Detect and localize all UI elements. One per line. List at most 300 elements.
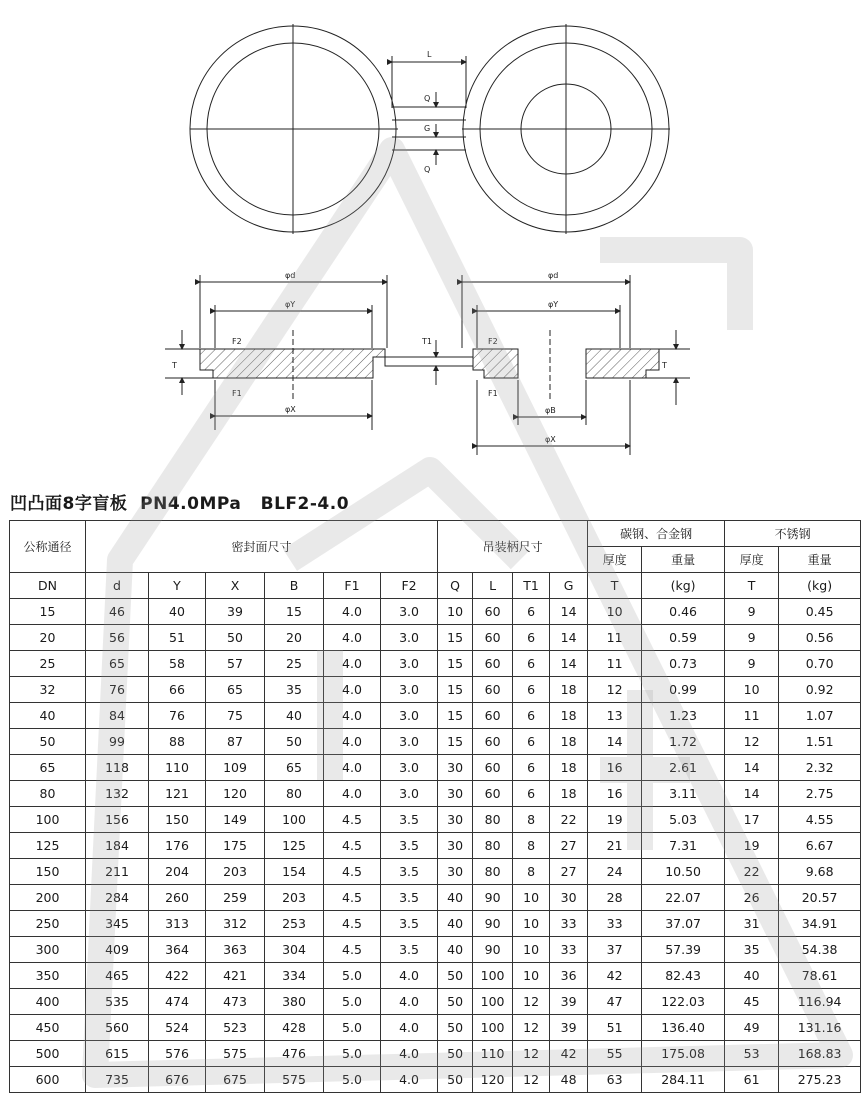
table-cell-g: 39 [550,989,588,1015]
table-cell-dn: 450 [10,1015,86,1041]
header-carbon-alloy-steel: 碳钢、合金钢 [588,521,725,547]
table-cell-kg-carbon: 37.07 [642,911,725,937]
table-cell-l: 60 [473,625,513,651]
table-cell-d: 76 [86,677,149,703]
table-cell-g: 39 [550,1015,588,1041]
table-cell-t-stainless: 11 [725,703,779,729]
table-cell-kg-stainless: 34.91 [779,911,861,937]
table-cell-l: 90 [473,911,513,937]
table-cell-f2: 3.0 [381,781,438,807]
table-cell-g: 18 [550,703,588,729]
dim-label-F1-right: F1 [488,389,498,398]
dim-label-Q-bottom: Q [424,165,431,174]
table-cell-x: 149 [206,807,265,833]
table-cell-dn: 150 [10,859,86,885]
table-cell-l: 60 [473,781,513,807]
table-cell-t-carbon: 16 [588,781,642,807]
table-cell-f2: 3.0 [381,651,438,677]
table-cell-f2: 3.5 [381,859,438,885]
table-cell-kg-stainless: 2.32 [779,755,861,781]
table-cell-t1: 10 [513,911,550,937]
table-cell-t-stainless: 12 [725,729,779,755]
dim-label-phi-B: φB [545,406,556,415]
dim-label-F2-left: F2 [232,337,242,346]
table-cell-kg-carbon: 7.31 [642,833,725,859]
web-section [385,340,473,385]
table-cell-t-stainless: 40 [725,963,779,989]
table-cell-x: 75 [206,703,265,729]
table-cell-f2: 4.0 [381,963,438,989]
table-cell-d: 65 [86,651,149,677]
dim-label-phi-d-right: φd [548,271,559,280]
header-weight-carbon: 重量 [642,547,725,573]
subheader-t-carbon: T [588,573,642,599]
table-cell-t1: 6 [513,677,550,703]
document-title: 凹凸面8字盲板 PN4.0MPa BLF2-4.0 [10,494,350,514]
table-cell-kg-stainless: 116.94 [779,989,861,1015]
table-cell-f1: 4.0 [324,781,381,807]
table-cell-g: 14 [550,651,588,677]
table-cell-q: 30 [438,755,473,781]
table-cell-f2: 3.5 [381,807,438,833]
table-cell-t-carbon: 33 [588,911,642,937]
table-cell-g: 36 [550,963,588,989]
table-cell-g: 14 [550,599,588,625]
table-cell-g: 18 [550,677,588,703]
table-cell-q: 30 [438,781,473,807]
table-row [10,937,861,963]
table-cell-l: 90 [473,885,513,911]
table-cell-t-stainless: 17 [725,807,779,833]
ring-section-view [462,275,690,455]
table-cell-kg-carbon: 57.39 [642,937,725,963]
table-cell-g: 18 [550,729,588,755]
table-cell-x: 120 [206,781,265,807]
table-row [10,599,861,625]
table-cell-l: 80 [473,833,513,859]
table-cell-b: 40 [265,703,324,729]
table-cell-y: 204 [149,859,206,885]
table-cell-dn: 40 [10,703,86,729]
dim-label-T-left: T [172,361,177,370]
blind-disc-plan-view [190,24,398,234]
table-cell-f2: 3.0 [381,599,438,625]
table-cell-kg-stainless: 0.92 [779,677,861,703]
table-cell-kg-stainless: 1.07 [779,703,861,729]
subheader-t-stainless: T [725,573,779,599]
table-cell-l: 100 [473,1015,513,1041]
table-cell-f1: 4.0 [324,755,381,781]
table-cell-dn: 200 [10,885,86,911]
table-cell-t-carbon: 12 [588,677,642,703]
table-cell-dn: 350 [10,963,86,989]
table-cell-b: 25 [265,651,324,677]
table-cell-kg-stainless: 4.55 [779,807,861,833]
table-cell-d: 156 [86,807,149,833]
table-cell-y: 176 [149,833,206,859]
table-cell-y: 150 [149,807,206,833]
table-cell-x: 523 [206,1015,265,1041]
figure-8-blind-drawing [0,0,865,480]
table-cell-f2: 3.0 [381,625,438,651]
table-cell-q: 10 [438,599,473,625]
table-cell-dn: 500 [10,1041,86,1067]
table-cell-g: 18 [550,781,588,807]
table-cell-q: 15 [438,729,473,755]
table-cell-l: 60 [473,677,513,703]
subheader-kg-stainless: (kg) [779,573,861,599]
table-cell-kg-carbon: 82.43 [642,963,725,989]
dim-label-L: L [427,50,432,59]
table-cell-kg-carbon: 0.99 [642,677,725,703]
subheader-f1: F1 [324,573,381,599]
table-row [10,807,861,833]
subheader-b: B [265,573,324,599]
table-row [10,651,861,677]
table-cell-t-carbon: 28 [588,885,642,911]
table-cell-x: 87 [206,729,265,755]
table-cell-x: 39 [206,599,265,625]
table-cell-d: 284 [86,885,149,911]
table-cell-l: 60 [473,703,513,729]
table-cell-d: 184 [86,833,149,859]
table-cell-q: 15 [438,677,473,703]
table-cell-t-carbon: 11 [588,651,642,677]
table-cell-f1: 4.0 [324,729,381,755]
table-cell-t-stainless: 22 [725,859,779,885]
table-cell-dn: 250 [10,911,86,937]
table-cell-d: 118 [86,755,149,781]
table-cell-q: 50 [438,963,473,989]
table-cell-t1: 8 [513,833,550,859]
table-cell-f2: 3.5 [381,833,438,859]
table-cell-kg-carbon: 1.72 [642,729,725,755]
table-cell-t-stainless: 9 [725,651,779,677]
table-cell-t1: 12 [513,1067,550,1093]
table-cell-g: 33 [550,937,588,963]
table-cell-f2: 3.0 [381,677,438,703]
table-cell-t1: 6 [513,729,550,755]
table-cell-q: 30 [438,859,473,885]
table-cell-l: 100 [473,963,513,989]
table-cell-kg-carbon: 1.23 [642,703,725,729]
table-cell-dn: 600 [10,1067,86,1093]
table-cell-b: 125 [265,833,324,859]
table-cell-f1: 4.5 [324,911,381,937]
table-cell-dn: 65 [10,755,86,781]
table-cell-f2: 3.0 [381,755,438,781]
table-cell-q: 40 [438,885,473,911]
subheader-y: Y [149,573,206,599]
table-cell-dn: 100 [10,807,86,833]
table-cell-b: 154 [265,859,324,885]
table-cell-f1: 4.0 [324,625,381,651]
table-cell-y: 422 [149,963,206,989]
table-cell-f1: 5.0 [324,1015,381,1041]
table-cell-t-carbon: 47 [588,989,642,1015]
table-cell-f2: 3.5 [381,885,438,911]
table-cell-kg-carbon: 5.03 [642,807,725,833]
table-cell-f2: 3.5 [381,937,438,963]
table-cell-y: 58 [149,651,206,677]
table-cell-x: 203 [206,859,265,885]
table-cell-d: 465 [86,963,149,989]
table-cell-t-stainless: 9 [725,599,779,625]
table-cell-b: 428 [265,1015,324,1041]
table-cell-y: 676 [149,1067,206,1093]
table-cell-y: 313 [149,911,206,937]
table-row [10,1015,861,1041]
table-cell-f1: 4.0 [324,651,381,677]
table-cell-dn: 20 [10,625,86,651]
table-cell-b: 100 [265,807,324,833]
table-cell-kg-carbon: 22.07 [642,885,725,911]
table-cell-d: 211 [86,859,149,885]
table-cell-q: 15 [438,651,473,677]
table-cell-y: 474 [149,989,206,1015]
table-cell-kg-stainless: 2.75 [779,781,861,807]
table-row [10,625,861,651]
table-cell-l: 60 [473,599,513,625]
table-cell-f1: 4.0 [324,677,381,703]
table-cell-t-carbon: 21 [588,833,642,859]
table-cell-kg-stainless: 0.56 [779,625,861,651]
table-cell-y: 364 [149,937,206,963]
table-row [10,781,861,807]
table-cell-kg-stainless: 54.38 [779,937,861,963]
table-cell-g: 48 [550,1067,588,1093]
table-cell-l: 60 [473,651,513,677]
table-row [10,911,861,937]
table-cell-f2: 4.0 [381,1041,438,1067]
table-cell-f2: 4.0 [381,1067,438,1093]
table-row [10,755,861,781]
table-cell-l: 60 [473,755,513,781]
table-cell-f1: 5.0 [324,989,381,1015]
table-cell-y: 576 [149,1041,206,1067]
table-cell-q: 30 [438,833,473,859]
table-cell-t-carbon: 63 [588,1067,642,1093]
subheader-dn: DN [10,573,86,599]
table-row [10,703,861,729]
table-cell-y: 76 [149,703,206,729]
blind-section-view [165,275,387,430]
table-cell-t-stainless: 9 [725,625,779,651]
table-cell-kg-carbon: 284.11 [642,1067,725,1093]
table-cell-g: 18 [550,755,588,781]
dim-label-T-right: T [662,361,667,370]
table-cell-kg-carbon: 10.50 [642,859,725,885]
table-cell-q: 30 [438,807,473,833]
table-cell-l: 60 [473,729,513,755]
table-cell-g: 33 [550,911,588,937]
header-thickness-carbon: 厚度 [588,547,642,573]
table-cell-t-carbon: 19 [588,807,642,833]
table-cell-b: 65 [265,755,324,781]
table-cell-y: 88 [149,729,206,755]
table-cell-f2: 4.0 [381,989,438,1015]
subheader-g: G [550,573,588,599]
table-cell-t1: 6 [513,625,550,651]
table-cell-g: 22 [550,807,588,833]
table-cell-q: 50 [438,1067,473,1093]
table-cell-d: 409 [86,937,149,963]
table-cell-dn: 300 [10,937,86,963]
table-cell-d: 615 [86,1041,149,1067]
table-cell-q: 50 [438,1015,473,1041]
dim-label-T1: T1 [422,337,432,346]
header-seal-face-dims: 密封面尺寸 [86,521,438,573]
table-cell-y: 260 [149,885,206,911]
table-row [10,677,861,703]
table-header-row-1 [10,521,861,547]
table-cell-t-stainless: 14 [725,755,779,781]
table-cell-dn: 80 [10,781,86,807]
table-cell-x: 259 [206,885,265,911]
subheader-q: Q [438,573,473,599]
table-cell-kg-carbon: 3.11 [642,781,725,807]
table-cell-b: 575 [265,1067,324,1093]
table-cell-d: 560 [86,1015,149,1041]
table-cell-t1: 10 [513,937,550,963]
subheader-d: d [86,573,149,599]
dim-label-F2-right: F2 [488,337,498,346]
table-cell-f1: 4.5 [324,859,381,885]
table-cell-f1: 4.5 [324,807,381,833]
table-cell-t-carbon: 55 [588,1041,642,1067]
table-row [10,729,861,755]
table-cell-kg-carbon: 0.73 [642,651,725,677]
table-cell-f2: 3.0 [381,703,438,729]
table-cell-f2: 3.0 [381,729,438,755]
table-cell-x: 175 [206,833,265,859]
table-cell-f1: 5.0 [324,963,381,989]
table-cell-f2: 4.0 [381,1015,438,1041]
table-cell-kg-stainless: 78.61 [779,963,861,989]
table-cell-d: 535 [86,989,149,1015]
dim-label-phi-d-left: φd [285,271,296,280]
table-cell-b: 380 [265,989,324,1015]
table-cell-t1: 10 [513,885,550,911]
table-cell-t-stainless: 31 [725,911,779,937]
table-cell-x: 363 [206,937,265,963]
table-cell-kg-carbon: 0.59 [642,625,725,651]
table-cell-t-carbon: 42 [588,963,642,989]
table-cell-t1: 12 [513,1041,550,1067]
table-cell-f1: 4.0 [324,703,381,729]
table-cell-kg-stainless: 6.67 [779,833,861,859]
table-row [10,859,861,885]
table-cell-t1: 6 [513,599,550,625]
table-cell-kg-stainless: 20.57 [779,885,861,911]
table-cell-y: 524 [149,1015,206,1041]
table-cell-t-stainless: 35 [725,937,779,963]
dim-label-phi-Y-left: φY [285,300,296,309]
table-cell-q: 40 [438,911,473,937]
table-row [10,1067,861,1093]
table-cell-l: 80 [473,859,513,885]
table-row [10,885,861,911]
table-cell-t-carbon: 24 [588,859,642,885]
table-cell-dn: 15 [10,599,86,625]
table-cell-f1: 4.5 [324,885,381,911]
table-cell-q: 50 [438,1041,473,1067]
table-cell-t-stainless: 26 [725,885,779,911]
table-cell-t-stainless: 61 [725,1067,779,1093]
table-cell-d: 735 [86,1067,149,1093]
table-cell-dn: 125 [10,833,86,859]
table-cell-b: 334 [265,963,324,989]
table-row [10,1041,861,1067]
table-cell-x: 473 [206,989,265,1015]
table-row [10,989,861,1015]
table-cell-t-stainless: 14 [725,781,779,807]
dim-label-phi-X-right: φX [545,435,556,444]
table-cell-dn: 400 [10,989,86,1015]
table-cell-q: 15 [438,703,473,729]
table-row [10,833,861,859]
table-cell-d: 56 [86,625,149,651]
table-cell-y: 40 [149,599,206,625]
table-cell-f1: 4.5 [324,937,381,963]
table-cell-d: 99 [86,729,149,755]
table-cell-kg-stainless: 275.23 [779,1067,861,1093]
table-cell-x: 575 [206,1041,265,1067]
table-cell-b: 20 [265,625,324,651]
table-cell-q: 50 [438,989,473,1015]
table-cell-d: 132 [86,781,149,807]
table-cell-t1: 6 [513,781,550,807]
table-cell-b: 80 [265,781,324,807]
table-cell-l: 100 [473,989,513,1015]
table-cell-kg-carbon: 122.03 [642,989,725,1015]
table-cell-d: 46 [86,599,149,625]
table-cell-d: 84 [86,703,149,729]
table-cell-g: 30 [550,885,588,911]
table-cell-t1: 6 [513,651,550,677]
table-cell-g: 27 [550,859,588,885]
table-cell-x: 675 [206,1067,265,1093]
table-cell-g: 14 [550,625,588,651]
table-cell-kg-stainless: 1.51 [779,729,861,755]
table-cell-t-carbon: 11 [588,625,642,651]
spacer-ring-plan-view [462,24,670,234]
header-thickness-stainless: 厚度 [725,547,779,573]
table-cell-b: 15 [265,599,324,625]
table-cell-t-carbon: 13 [588,703,642,729]
table-cell-d: 345 [86,911,149,937]
table-cell-t-carbon: 16 [588,755,642,781]
table-cell-t1: 12 [513,989,550,1015]
dim-label-G: G [424,124,431,133]
dim-label-phi-Y-right: φY [548,300,559,309]
table-cell-t-carbon: 37 [588,937,642,963]
header-weight-stainless: 重量 [779,547,861,573]
table-cell-f1: 5.0 [324,1067,381,1093]
table-cell-x: 57 [206,651,265,677]
table-cell-y: 51 [149,625,206,651]
table-cell-t-stainless: 53 [725,1041,779,1067]
table-cell-t-carbon: 10 [588,599,642,625]
subheader-kg-carbon: (kg) [642,573,725,599]
table-header-row-3 [10,573,861,599]
table-cell-x: 50 [206,625,265,651]
table-cell-b: 304 [265,937,324,963]
header-nominal-size: 公称通径 [10,521,86,573]
connecting-web-plan [392,56,466,165]
table-cell-t-stainless: 10 [725,677,779,703]
table-row [10,963,861,989]
